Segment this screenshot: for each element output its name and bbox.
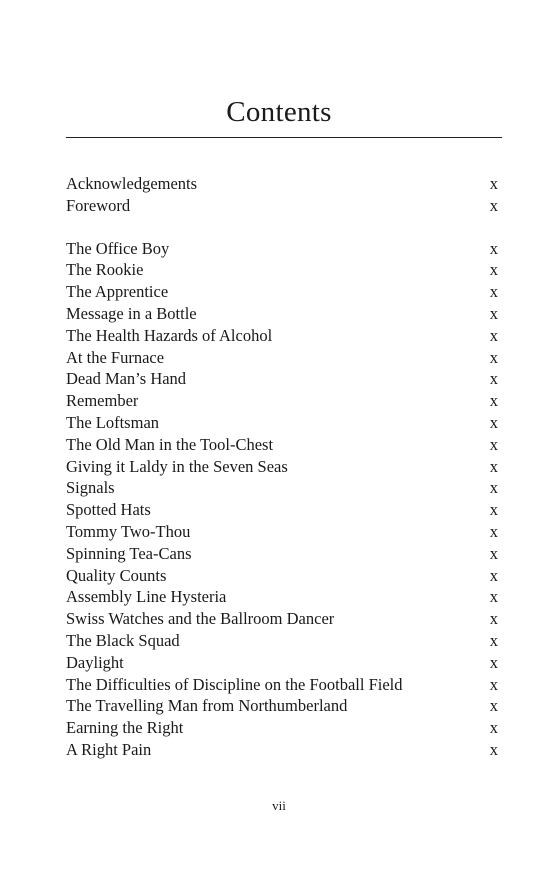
toc-entry-page: x [489,434,498,454]
title-rule [66,137,502,138]
toc-entry-page: x [489,369,498,389]
toc-entry-page: x [489,609,498,629]
toc-entry [66,281,498,303]
toc-entry [66,717,498,739]
toc-entry-page: x [489,456,498,476]
toc-entry-title: The Health Hazards of Alcohol [66,325,273,345]
toc-entry-page: x [489,347,498,367]
page-title: Contents [226,96,332,128]
toc-entry [66,195,498,217]
toc-entry-title: At the Furnace [66,347,165,367]
toc-entry-page: x [489,739,498,759]
toc-entry-page: x [489,238,498,258]
toc-entry-page: x [489,195,498,215]
toc-entry-title: The Black Squad [66,630,180,650]
toc-entry-page: x [489,630,498,650]
page-number: vii [272,798,286,813]
toc-entry-page: x [489,674,498,694]
toc-entry-title: Foreword [66,195,131,215]
front-matter-list [66,173,498,217]
toc-entry [66,565,498,587]
toc-entry [66,412,498,434]
toc-entry [66,695,498,717]
toc-entry-title: Giving it Laldy in the Seven Seas [66,456,288,476]
toc-entry-page: x [489,174,498,193]
toc-entry [66,477,498,499]
toc-entry [66,499,498,521]
toc-entry-title: The Difficulties of Discipline on the Football Field [66,674,403,694]
toc-entry-title: Message in a Bottle [66,303,197,323]
toc-entry [66,347,498,369]
toc-entry-title: Swiss Watches and the Ballroom Dancer [66,609,335,629]
toc-entry-page: x [489,412,498,432]
toc-entry-page: x [489,391,498,411]
toc-entry-title: Spotted Hats [66,500,151,520]
toc-entry [66,652,498,674]
toc-entry [66,325,498,347]
toc-entry-page: x [489,543,498,563]
toc-entry [66,259,498,281]
toc-entry-page: x [489,652,498,672]
toc-entry-title: Signals [66,478,115,498]
toc-entry-title: The Office Boy [66,238,170,258]
toc-entry [66,173,498,195]
toc-entry [66,368,498,390]
toc-entry-title: Dead Man’s Hand [66,369,187,389]
toc-entry-title: Daylight [66,652,124,672]
toc-entry-title: Remember [66,391,139,411]
toc-entry-page: x [489,565,498,585]
toc-entry-page: x [489,696,498,716]
toc-entry [66,390,498,412]
toc-entry [66,434,498,456]
toc-entry [66,543,498,565]
toc-entry-title: The Old Man in the Tool-Chest [66,434,274,454]
toc-entry-title: Earning the Right [66,718,184,738]
toc-entry-page: x [489,521,498,541]
toc-entry [66,674,498,696]
toc-entry-title: Spinning Tea-Cans [66,543,192,563]
toc-entry [66,586,498,608]
toc-entry-page: x [489,303,498,323]
toc-entry-page: x [489,478,498,498]
toc-entry [66,456,498,478]
toc-entry-title: The Apprentice [66,282,169,302]
toc-entry [66,739,498,761]
toc-entry [66,238,498,260]
toc-entry-title: The Rookie [66,260,144,280]
toc-entry-title: Quality Counts [66,565,167,585]
toc-entry-page: x [489,325,498,345]
toc-entry-page: x [489,718,498,738]
toc-entry-page: x [489,282,498,302]
toc-entry-title: Assembly Line Hysteria [66,587,227,607]
toc-entry-title: Acknowledgements [66,174,198,193]
table-of-contents [66,173,498,761]
toc-entry [66,521,498,543]
toc-entry-title: A Right Pain [66,739,152,759]
toc-entry [66,630,498,652]
toc-entry-page: x [489,500,498,520]
chapter-list [66,238,498,761]
toc-entry-title: The Travelling Man from Northumberland [66,696,348,716]
toc-entry [66,303,498,325]
toc-entry [66,608,498,630]
toc-entry-page: x [489,260,498,280]
toc-entry-title: Tommy Two-Thou [66,521,191,541]
toc-entry-title: The Loftsman [66,412,160,432]
toc-entry-page: x [489,587,498,607]
